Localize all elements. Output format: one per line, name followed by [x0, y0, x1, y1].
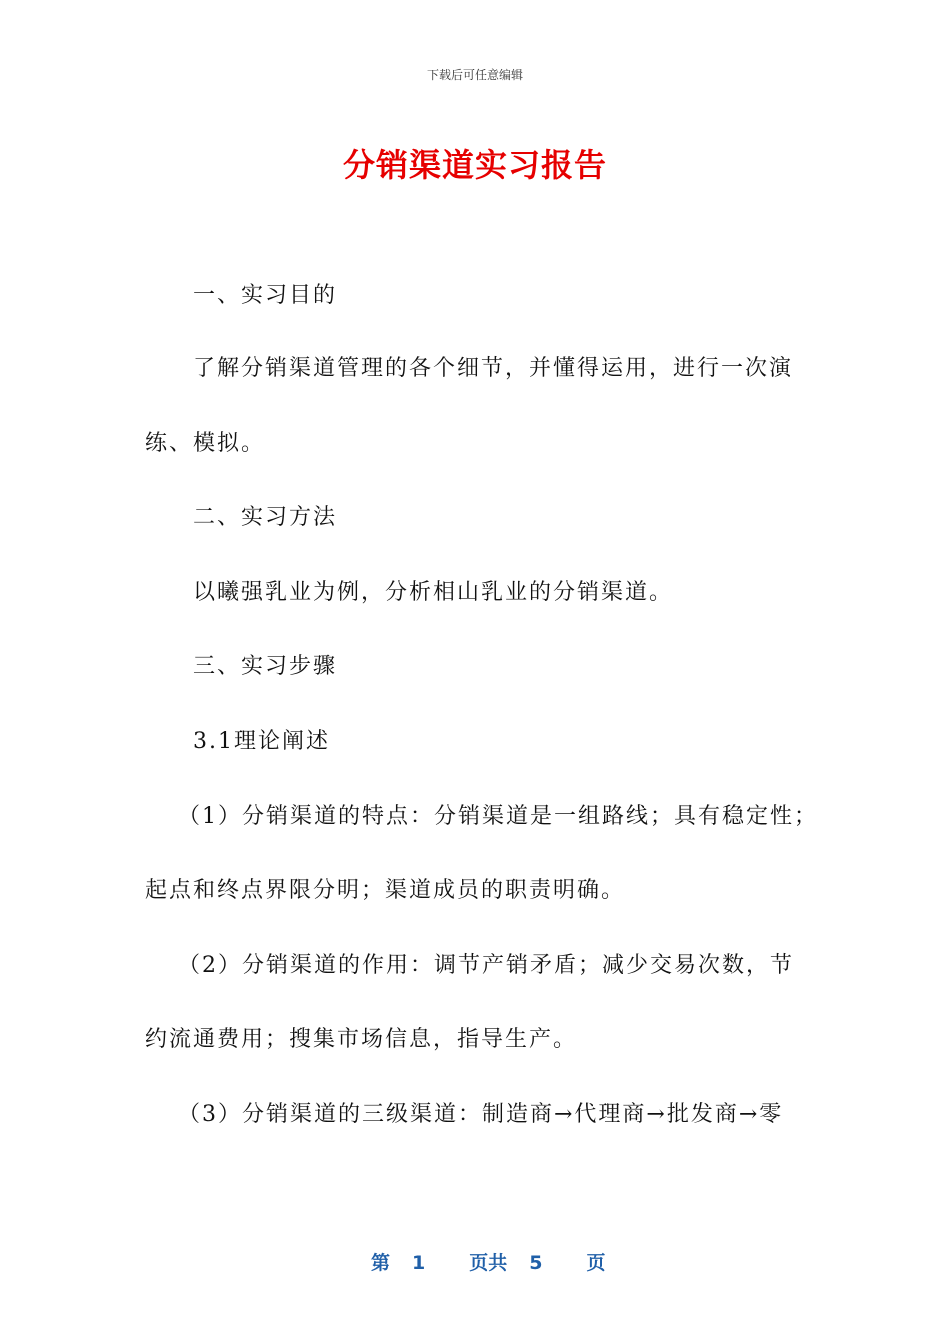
paragraph-line: 练、模拟。	[145, 431, 266, 456]
paragraph-line: 约流通费用；搜集市场信息，指导生产。	[145, 1027, 578, 1052]
footer-suffix: 页	[586, 1252, 606, 1274]
document-title: 分销渠道实习报告	[342, 146, 607, 184]
footer-prefix: 第	[370, 1252, 390, 1274]
header-note: 下载后可任意编辑	[426, 68, 523, 82]
paragraph-line: 起点和终点界限分明；渠道成员的职责明确。	[145, 878, 626, 903]
footer-total-pages: 5	[529, 1252, 543, 1274]
section-heading-1: 一、实习目的	[193, 283, 338, 308]
section-heading-2: 二、实习方法	[193, 505, 338, 530]
section-heading-3: 三、实习步骤	[193, 654, 338, 679]
paragraph-line: 了解分销渠道管理的各个细节，并懂得运用，进行一次演	[193, 356, 794, 381]
paragraph-line: 以曦强乳业为例，分析相山乳业的分销渠道。	[193, 580, 674, 605]
subsection-heading: 3.1理论阐述	[193, 729, 330, 754]
footer-middle: 页共	[469, 1252, 508, 1274]
paragraph-line: （3）分销渠道的三级渠道：制造商→代理商→批发商→零	[178, 1102, 784, 1127]
page-footer	[0, 1226, 950, 1297]
paragraph-line: （2）分销渠道的作用：调节产销矛盾；减少交易次数，节	[178, 953, 794, 978]
paragraph-line: （1）分销渠道的特点：分销渠道是一组路线；具有稳定性；	[178, 804, 818, 829]
footer-current-page: 1	[411, 1252, 426, 1274]
